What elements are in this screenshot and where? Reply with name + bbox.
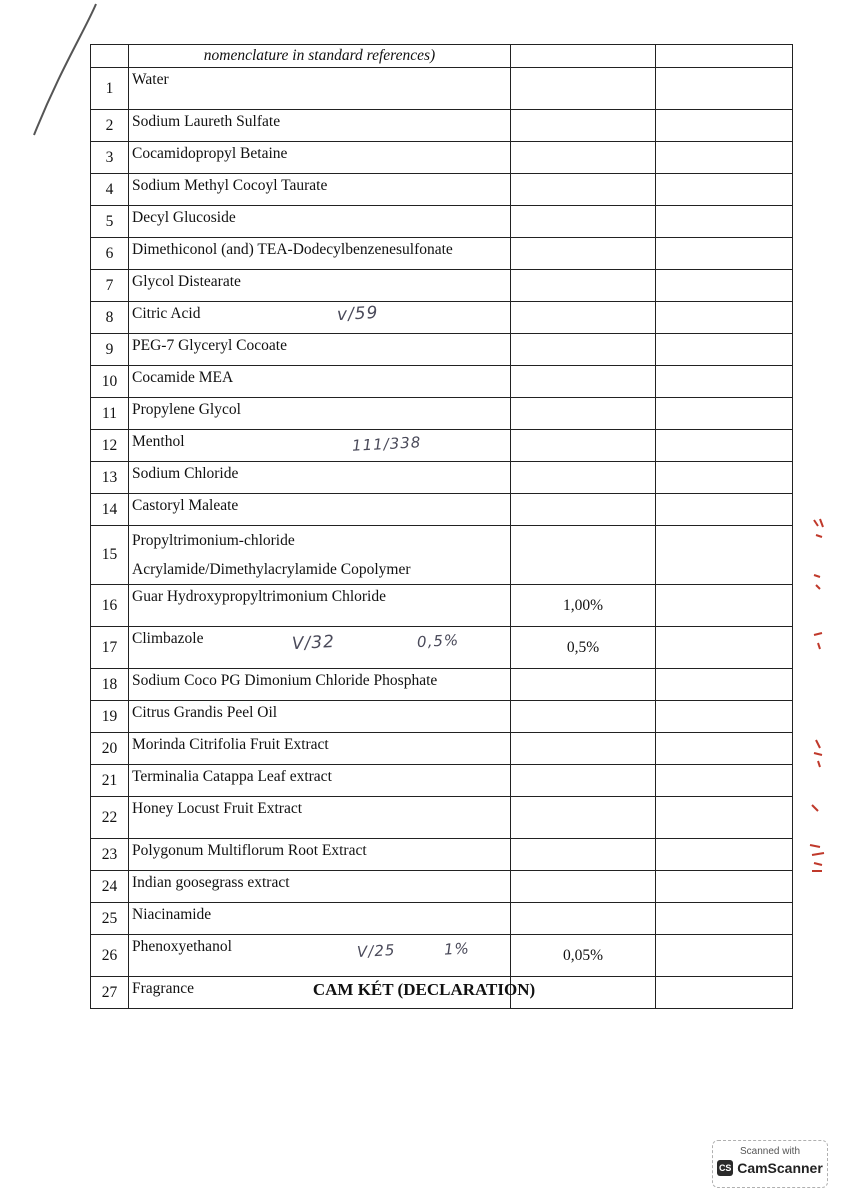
ingredient-percent xyxy=(511,733,656,765)
row-extra-cell xyxy=(656,797,793,839)
ingredient-percent xyxy=(511,238,656,270)
ingredients-table xyxy=(90,44,793,1009)
ingredient-name: PEG-7 Glyceryl Cocoate xyxy=(129,334,511,366)
row-extra-cell xyxy=(656,206,793,238)
handwritten-note: 1% xyxy=(443,939,471,959)
table-row xyxy=(91,206,793,238)
row-extra-cell xyxy=(656,366,793,398)
table-row xyxy=(91,935,793,977)
ingredient-percent xyxy=(511,334,656,366)
row-extra-cell xyxy=(656,142,793,174)
ingredient-name: Polygonum Multiflorum Root Extract xyxy=(129,839,511,871)
row-number: 7 xyxy=(91,270,129,302)
row-number: 1 xyxy=(91,68,129,110)
row-extra-cell xyxy=(656,585,793,627)
table-row xyxy=(91,871,793,903)
declaration-heading: CAM KÉT (DECLARATION) xyxy=(312,980,536,999)
ingredient-name: Cocamide MEA xyxy=(129,366,511,398)
row-number: 13 xyxy=(91,462,129,494)
row-number: 11 xyxy=(91,398,129,430)
ingredient-percent xyxy=(511,302,656,334)
ingredient-percent xyxy=(511,430,656,462)
ingredient-name-text: Menthol xyxy=(132,433,185,450)
ingredient-percent xyxy=(511,206,656,238)
row-number: 20 xyxy=(91,733,129,765)
handwritten-note: V/32 xyxy=(291,631,336,655)
ingredient-name xyxy=(129,935,511,977)
ingredient-percent xyxy=(511,110,656,142)
row-number: 27 xyxy=(91,977,129,1009)
row-extra-cell xyxy=(656,765,793,797)
row-number: 16 xyxy=(91,585,129,627)
ingredient-percent: 1,00% xyxy=(511,585,656,627)
ingredient-percent xyxy=(511,494,656,526)
row-number: 19 xyxy=(91,701,129,733)
ingredient-percent xyxy=(511,765,656,797)
row-extra-cell xyxy=(656,903,793,935)
ingredient-percent xyxy=(511,174,656,206)
row-number: 25 xyxy=(91,903,129,935)
ingredient-name-text: Climbazole xyxy=(132,630,204,647)
header-percent-cell xyxy=(511,45,656,68)
table-row xyxy=(91,627,793,669)
table-row xyxy=(91,398,793,430)
camscanner-logo-icon: CS xyxy=(717,1160,733,1176)
ingredient-name xyxy=(129,526,511,585)
table-row xyxy=(91,270,793,302)
ingredient-name: Sodium Coco PG Dimonium Chloride Phosphate xyxy=(129,669,511,701)
handwritten-note: V/25 xyxy=(356,941,396,961)
row-number: 12 xyxy=(91,430,129,462)
row-extra-cell xyxy=(656,68,793,110)
row-number: 14 xyxy=(91,494,129,526)
ingredient-percent xyxy=(511,839,656,871)
table-row xyxy=(91,174,793,206)
ingredient-name: Decyl Glucoside xyxy=(129,206,511,238)
ingredient-percent xyxy=(511,903,656,935)
row-number: 10 xyxy=(91,366,129,398)
row-extra-cell xyxy=(656,462,793,494)
table-row xyxy=(91,142,793,174)
ingredient-name: Sodium Chloride xyxy=(129,462,511,494)
row-extra-cell xyxy=(656,839,793,871)
row-extra-cell xyxy=(656,935,793,977)
row-extra-cell xyxy=(656,733,793,765)
table-row xyxy=(91,238,793,270)
ingredient-name: Dimethiconol (and) TEA-Dodecylbenzenesulfonate xyxy=(129,238,511,270)
table-row xyxy=(91,366,793,398)
row-number: 21 xyxy=(91,765,129,797)
handwritten-note: 111/338 xyxy=(351,433,422,455)
ingredient-percent xyxy=(511,366,656,398)
table-row xyxy=(91,701,793,733)
row-extra-cell xyxy=(656,398,793,430)
table-row xyxy=(91,302,793,334)
table-row xyxy=(91,669,793,701)
row-extra-cell xyxy=(656,110,793,142)
stamp-edge-marks xyxy=(800,515,832,875)
row-extra-cell xyxy=(656,270,793,302)
ingredient-percent xyxy=(511,669,656,701)
ingredient-name xyxy=(129,627,511,669)
row-number: 22 xyxy=(91,797,129,839)
table-row xyxy=(91,494,793,526)
table-row xyxy=(91,903,793,935)
ingredient-name: Indian goosegrass extract xyxy=(129,871,511,903)
row-number: 2 xyxy=(91,110,129,142)
ingredient-name: Propylene Glycol xyxy=(129,398,511,430)
table-row xyxy=(91,430,793,462)
row-number: 15 xyxy=(91,526,129,585)
ingredient-percent xyxy=(511,398,656,430)
row-number: 8 xyxy=(91,302,129,334)
ingredient-name: Niacinamide xyxy=(129,903,511,935)
row-number: 18 xyxy=(91,669,129,701)
row-number: 24 xyxy=(91,871,129,903)
table-row xyxy=(91,797,793,839)
table-row xyxy=(91,733,793,765)
ingredient-name: Fragrance xyxy=(129,977,511,1009)
row-extra-cell xyxy=(656,334,793,366)
ingredient-name: Sodium Methyl Cocoyl Taurate xyxy=(129,174,511,206)
table-row xyxy=(91,334,793,366)
camscanner-brand-text: CamScanner xyxy=(737,1160,823,1176)
ingredient-percent xyxy=(511,142,656,174)
ingredient-name: Honey Locust Fruit Extract xyxy=(129,797,511,839)
header-name-cell: nomenclature in standard references) xyxy=(129,45,511,68)
row-extra-cell xyxy=(656,174,793,206)
ingredient-name: Cocamidopropyl Betaine xyxy=(129,142,511,174)
ingredient-name-text: Citric Acid xyxy=(132,305,201,322)
row-number: 5 xyxy=(91,206,129,238)
row-extra-cell xyxy=(656,302,793,334)
ingredient-name-line-2: Acrylamide/Dimethylacrylamide Copolymer xyxy=(132,561,411,578)
row-number: 3 xyxy=(91,142,129,174)
ingredient-percent xyxy=(511,701,656,733)
ingredient-name: Guar Hydroxypropyltrimonium Chloride xyxy=(129,585,511,627)
ingredient-name xyxy=(129,302,511,334)
ingredient-percent xyxy=(511,797,656,839)
ingredient-name: Castoryl Maleate xyxy=(129,494,511,526)
ingredient-name: Morinda Citrifolia Fruit Extract xyxy=(129,733,511,765)
table-row xyxy=(91,526,793,585)
ingredient-name: Sodium Laureth Sulfate xyxy=(129,110,511,142)
ingredient-name xyxy=(129,430,511,462)
ingredient-name: Citrus Grandis Peel Oil xyxy=(129,701,511,733)
row-number: 23 xyxy=(91,839,129,871)
row-extra-cell xyxy=(656,526,793,585)
ingredient-percent: 0,5% xyxy=(511,627,656,669)
ingredient-percent xyxy=(511,526,656,585)
row-extra-cell xyxy=(656,627,793,669)
table-header-row xyxy=(91,45,793,68)
table-row xyxy=(91,462,793,494)
ingredient-percent xyxy=(511,270,656,302)
handwritten-note: v/59 xyxy=(336,302,379,326)
table-row xyxy=(91,110,793,142)
table-row xyxy=(91,765,793,797)
ingredient-name-text: Phenoxyethanol xyxy=(132,938,232,955)
header-extra-cell xyxy=(656,45,793,68)
row-extra-cell xyxy=(656,238,793,270)
row-number: 26 xyxy=(91,935,129,977)
row-number: 9 xyxy=(91,334,129,366)
camscanner-badge xyxy=(712,1140,828,1188)
row-number: 17 xyxy=(91,627,129,669)
table-row xyxy=(91,68,793,110)
scanned-with-text: Scanned with xyxy=(739,1146,801,1157)
row-extra-cell xyxy=(656,494,793,526)
ingredient-name: Glycol Distearate xyxy=(129,270,511,302)
ingredient-percent xyxy=(511,871,656,903)
handwritten-note: 0,5% xyxy=(416,630,460,652)
header-number-cell xyxy=(91,45,129,68)
ingredient-name: Terminalia Catappa Leaf extract xyxy=(129,765,511,797)
row-extra-cell xyxy=(656,871,793,903)
ingredient-name: Water xyxy=(129,68,511,110)
ingredient-percent: 0,05% xyxy=(511,935,656,977)
ingredient-percent xyxy=(511,68,656,110)
row-extra-cell xyxy=(656,701,793,733)
table-row xyxy=(91,839,793,871)
ingredient-percent xyxy=(511,462,656,494)
row-number: 6 xyxy=(91,238,129,270)
row-extra-cell xyxy=(656,430,793,462)
ingredient-name-line-1: Propyltrimonium-chloride xyxy=(132,532,295,549)
row-number: 4 xyxy=(91,174,129,206)
table-row xyxy=(91,585,793,627)
row-extra-cell xyxy=(656,669,793,701)
